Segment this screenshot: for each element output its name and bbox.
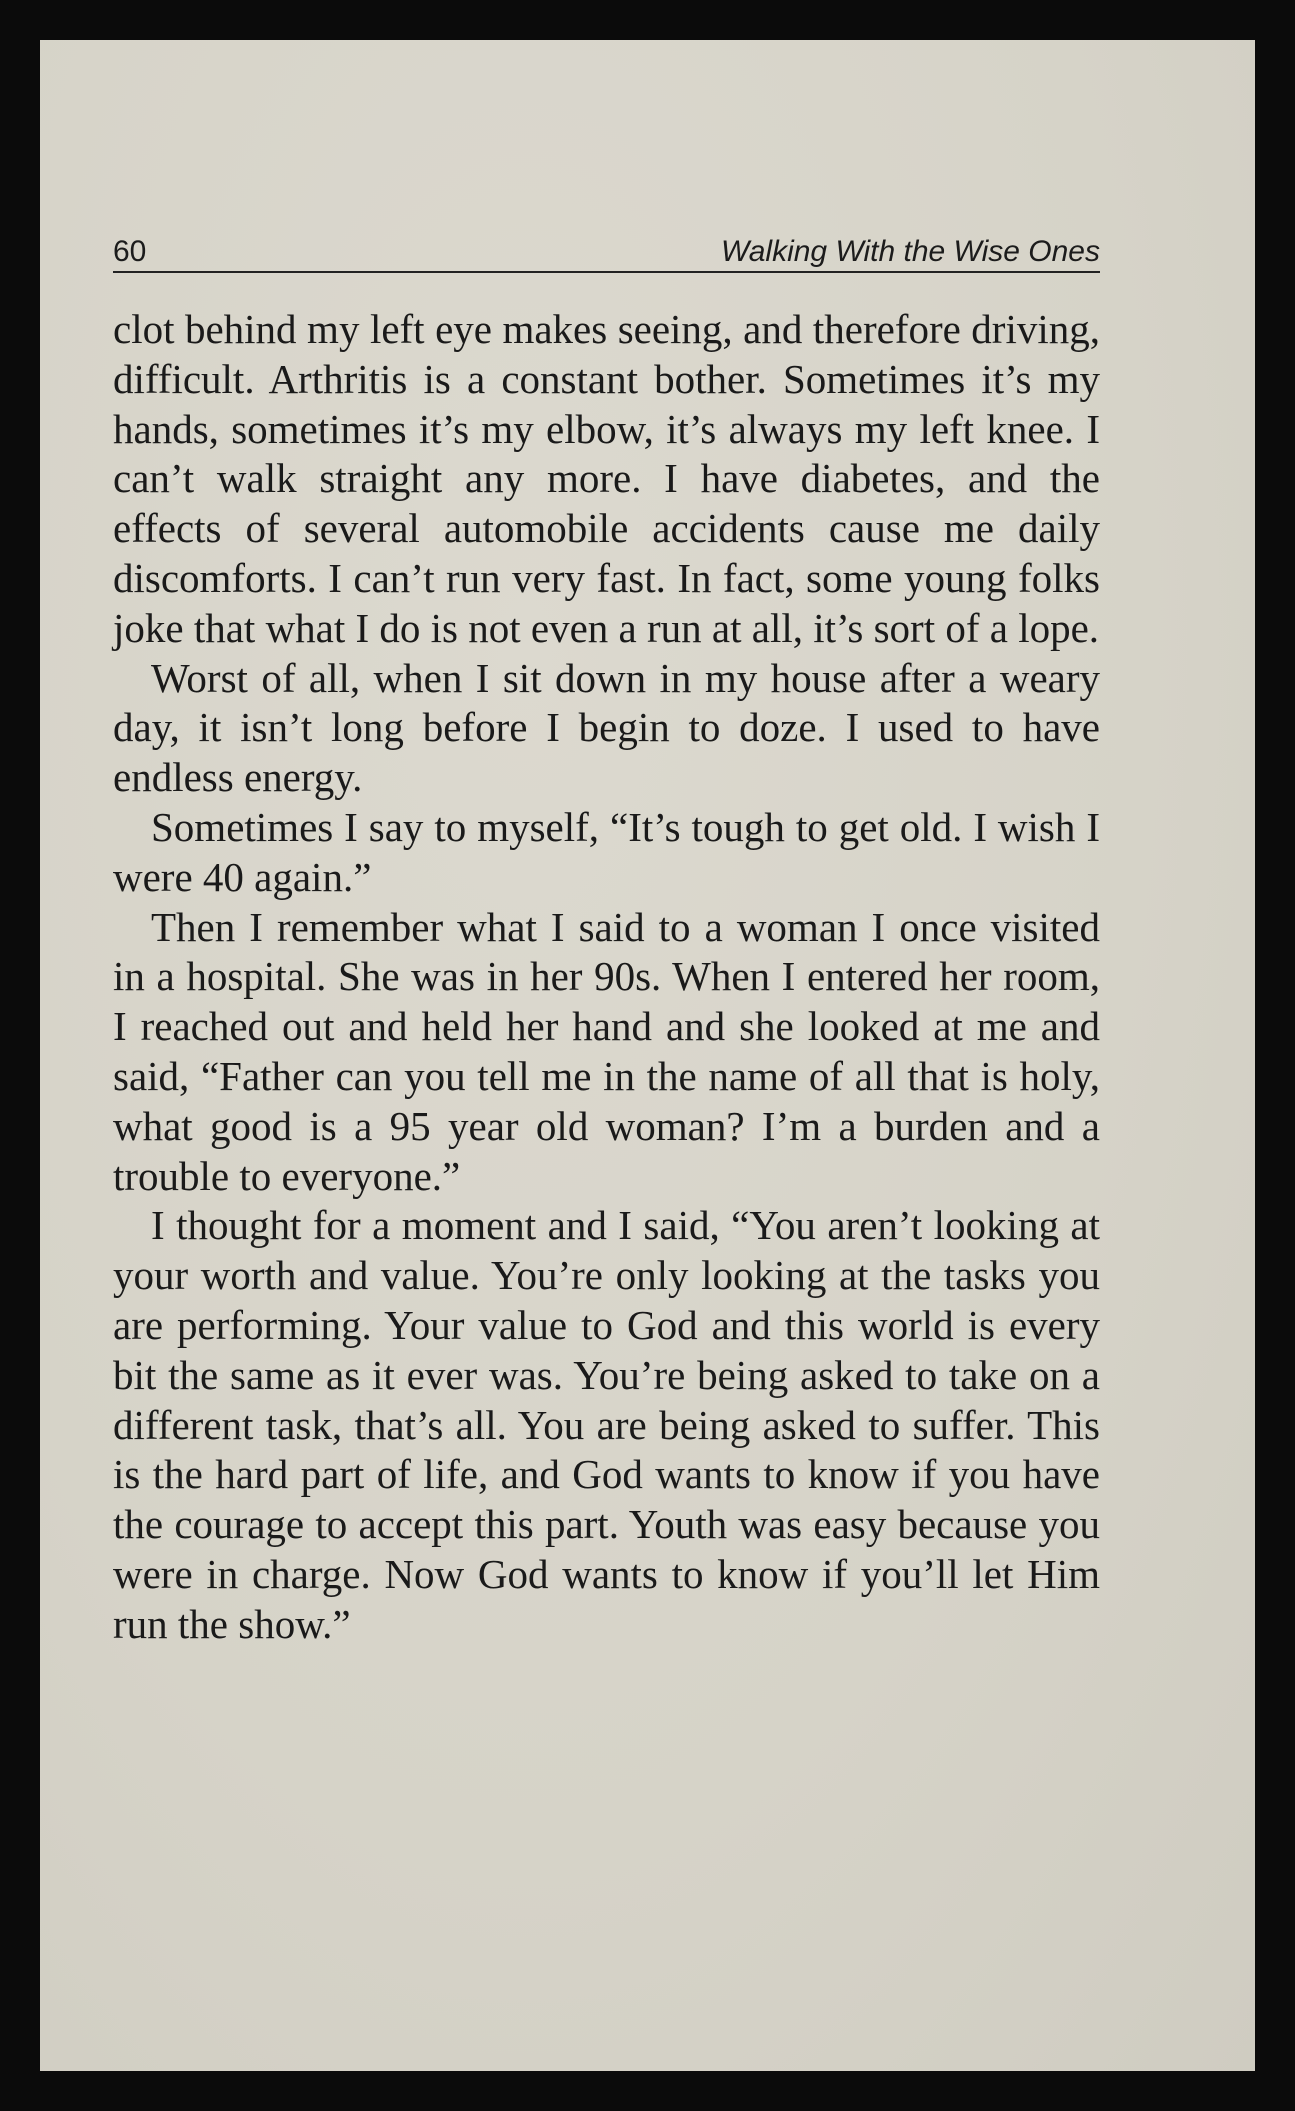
paragraph: Worst of all, when I sit down in my house after a weary day, it isn’t long before I begin to doze. I used to have endless energy.	[113, 654, 1100, 801]
paragraph: Then I remember what I said to a woman I once visited in a hospital. She was in her 90s. When I entered her room, I reached out and held her hand and she looked at me and said, “Father can you tell me in the name of all that is holy, what good is a 95 year old woman? I’m a burden and a trouble to everyone.”	[113, 903, 1100, 1199]
body-text	[113, 305, 1100, 1650]
paragraph: I thought for a moment and I said, “You aren’t looking at your worth and value. You’re only looking at the tasks you are performing. Your value to God and this world is every bit the same as it ever was. You’re being asked to take on a different task, that’s all. You are being asked to suffer. This is the hard part of life, and God wants to know if you have the courage to accept this part. Youth was easy because you were in charge. Now God wants to know if you’ll let Him run the show.”	[113, 1202, 1100, 1647]
page-header	[113, 195, 1100, 273]
paragraph: clot behind my left eye makes seeing, and therefore driving, difficult. Arthritis is a constant bother. Sometimes it’s my hands, sometimes it’s my elbow, it’s always my left knee. I can’t walk straight any more. I have diabetes, and the effects of several automobile accidents cause me daily discomforts. I can’t run very fast. In fact, some young folks joke that what I do is not even a run at all, it’s sort of a lope.	[113, 306, 1100, 651]
page-number: 60	[113, 235, 147, 268]
running-title: Walking With the Wise Ones	[720, 235, 1100, 268]
paragraph: Sometimes I say to myself, “It’s tough to get old. I wish I were 40 again.”	[113, 803, 1100, 900]
